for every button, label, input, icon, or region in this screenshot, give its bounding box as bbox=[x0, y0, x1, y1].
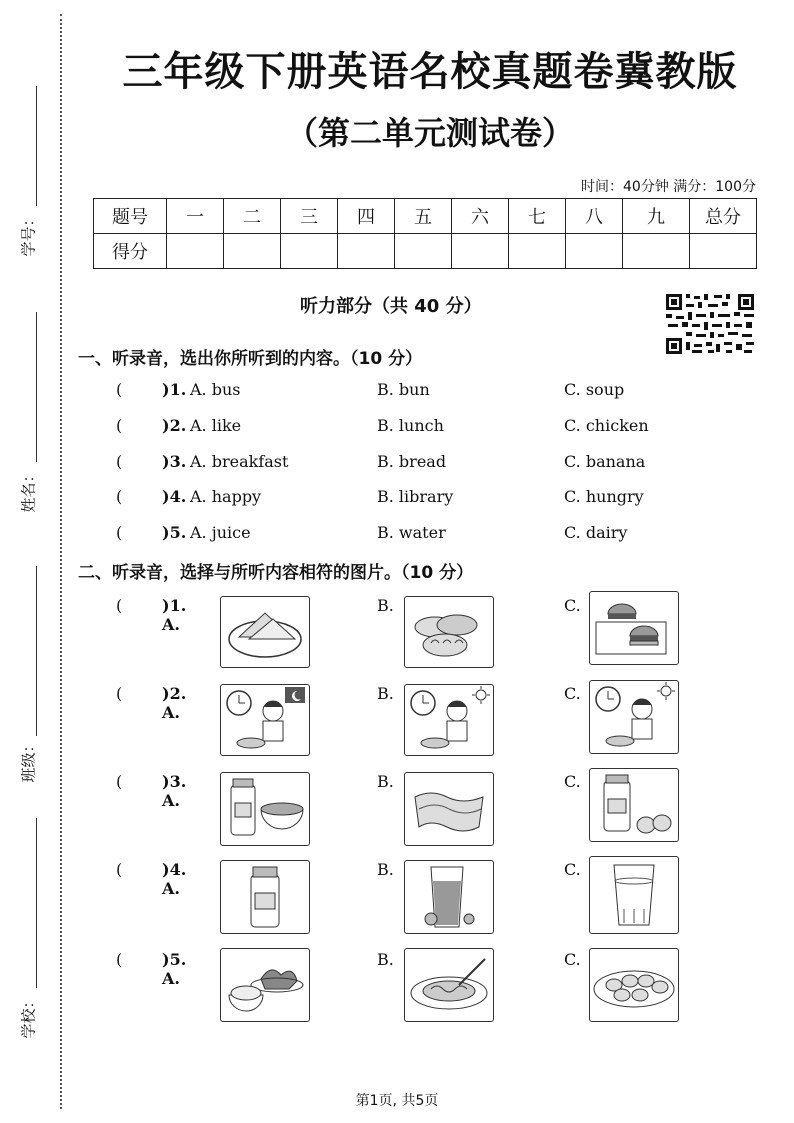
option-c-label: C. bbox=[564, 950, 581, 969]
option-c-label: C. bbox=[564, 596, 581, 615]
header-cell: 题号 bbox=[94, 199, 167, 234]
dumplings-icon[interactable] bbox=[589, 948, 679, 1022]
option-b: B. water bbox=[377, 523, 446, 542]
answer-paren[interactable]: ( bbox=[116, 487, 123, 506]
burgers-icon[interactable] bbox=[589, 591, 679, 665]
header-cell: 一 bbox=[167, 199, 224, 234]
score-table-score-row bbox=[94, 234, 757, 269]
option-c: C. soup bbox=[564, 380, 625, 399]
option-a: A. happy bbox=[190, 487, 262, 506]
option-b-label: B. bbox=[377, 772, 394, 791]
answer-paren[interactable]: ( bbox=[116, 772, 123, 791]
question-number: )3. A. bbox=[162, 772, 187, 810]
option-b-label: B. bbox=[377, 860, 394, 879]
answer-paren[interactable]: ( bbox=[116, 860, 123, 879]
student-id-label: 学号： bbox=[19, 211, 38, 257]
juice-glass-icon[interactable] bbox=[404, 860, 494, 934]
question-number: )5. A. bbox=[162, 950, 187, 988]
boy-eating-night-icon[interactable] bbox=[220, 684, 310, 756]
name-label: 姓名： bbox=[19, 467, 38, 513]
header-cell: 八 bbox=[566, 199, 623, 234]
option-a: A. like bbox=[190, 416, 242, 435]
answer-paren[interactable]: ( bbox=[116, 950, 123, 969]
row-label-cell: 得分 bbox=[94, 234, 167, 269]
jar-and-soup-icon[interactable] bbox=[220, 772, 310, 846]
water-glass-icon[interactable] bbox=[589, 856, 679, 934]
header-cell: 三 bbox=[281, 199, 338, 234]
option-c-label: C. bbox=[564, 772, 581, 791]
qr-code-icon bbox=[664, 292, 756, 356]
question-number: )3. bbox=[162, 452, 187, 471]
question-number: )4. A. bbox=[162, 860, 187, 898]
option-b-label: B. bbox=[377, 684, 394, 703]
question-number: )1. A. bbox=[162, 596, 187, 634]
option-b: B. lunch bbox=[377, 416, 444, 435]
jar-icon[interactable] bbox=[220, 860, 310, 934]
question-number: )5. bbox=[162, 523, 187, 542]
page-subtitle: （第二单元测试卷） bbox=[285, 114, 574, 152]
header-cell: 总分 bbox=[690, 199, 757, 234]
class-line bbox=[36, 566, 37, 736]
school-label: 学校： bbox=[19, 993, 38, 1039]
answer-paren[interactable]: ( bbox=[116, 380, 123, 399]
bacon-icon[interactable] bbox=[404, 772, 494, 846]
page-footer: 第1页, 共5页 bbox=[355, 1093, 439, 1109]
score-cell[interactable] bbox=[452, 234, 509, 269]
score-cell[interactable] bbox=[566, 234, 623, 269]
page-title: 三年级下册英语名校真题卷冀教版 bbox=[122, 49, 738, 95]
option-c: C. hungry bbox=[564, 487, 644, 506]
option-b: B. bread bbox=[377, 452, 447, 471]
score-cell[interactable] bbox=[338, 234, 395, 269]
school-line bbox=[36, 818, 37, 988]
header-cell: 二 bbox=[224, 199, 281, 234]
jar-and-eggs-icon[interactable] bbox=[589, 768, 679, 842]
score-cell[interactable] bbox=[690, 234, 757, 269]
score-cell[interactable] bbox=[167, 234, 224, 269]
option-b-label: B. bbox=[377, 596, 394, 615]
boy-eating-day-icon[interactable] bbox=[589, 680, 679, 754]
option-a: A. breakfast bbox=[190, 452, 289, 471]
question-number: )2. bbox=[162, 416, 187, 435]
option-c: C. dairy bbox=[564, 523, 628, 542]
listening-section-title: 听力部分（共 40 分） bbox=[300, 296, 482, 317]
answer-paren[interactable]: ( bbox=[116, 684, 123, 703]
answer-paren[interactable]: ( bbox=[116, 596, 123, 615]
noodles-icon[interactable] bbox=[404, 948, 494, 1022]
option-c-label: C. bbox=[564, 684, 581, 703]
part1-heading: 一、听录音，选出你所听到的内容。（10 分） bbox=[78, 349, 423, 369]
score-table-header-row bbox=[94, 199, 757, 234]
score-cell[interactable] bbox=[224, 234, 281, 269]
binding-dashed-line bbox=[60, 14, 62, 1109]
score-table bbox=[93, 198, 757, 269]
option-c-label: C. bbox=[564, 860, 581, 879]
option-c: C. banana bbox=[564, 452, 646, 471]
header-cell: 七 bbox=[509, 199, 566, 234]
header-cell: 九 bbox=[623, 199, 690, 234]
option-b: B. library bbox=[377, 487, 454, 506]
answer-paren[interactable]: ( bbox=[116, 416, 123, 435]
header-cell: 六 bbox=[452, 199, 509, 234]
option-a: A. juice bbox=[190, 523, 251, 542]
name-line bbox=[36, 312, 37, 462]
option-a: A. bus bbox=[190, 380, 241, 399]
header-cell: 四 bbox=[338, 199, 395, 234]
class-label: 班级： bbox=[19, 737, 38, 783]
exam-info: 时间：40分钟 满分：100分 bbox=[581, 179, 756, 195]
question-number: )1. bbox=[162, 380, 187, 399]
boy-eating-day-icon[interactable] bbox=[404, 684, 494, 756]
option-b: B. bun bbox=[377, 380, 430, 399]
rice-and-vegetables-icon[interactable] bbox=[220, 948, 310, 1022]
question-number: )2. A. bbox=[162, 684, 187, 722]
header-cell: 五 bbox=[395, 199, 452, 234]
student-id-line bbox=[36, 86, 37, 206]
answer-paren[interactable]: ( bbox=[116, 452, 123, 471]
answer-paren[interactable]: ( bbox=[116, 523, 123, 542]
question-number: )4. bbox=[162, 487, 187, 506]
bread-rolls-icon[interactable] bbox=[404, 596, 494, 668]
score-cell[interactable] bbox=[281, 234, 338, 269]
score-cell[interactable] bbox=[395, 234, 452, 269]
sandwich-icon[interactable] bbox=[220, 596, 310, 668]
option-b-label: B. bbox=[377, 950, 394, 969]
score-cell[interactable] bbox=[509, 234, 566, 269]
part2-heading: 二、听录音，选择与所听内容相符的图片。（10 分） bbox=[78, 563, 474, 583]
score-cell[interactable] bbox=[623, 234, 690, 269]
option-c: C. chicken bbox=[564, 416, 649, 435]
